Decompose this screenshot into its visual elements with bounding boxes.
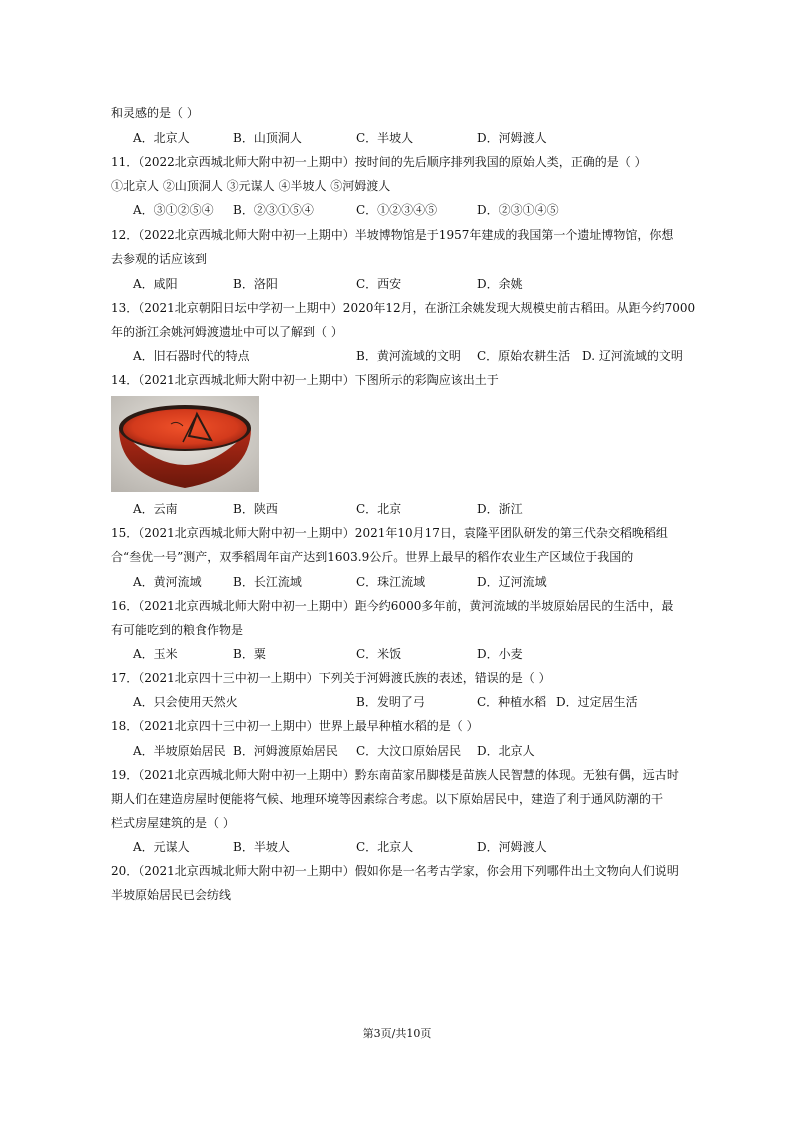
q16-option-a: A．玉米: [133, 647, 178, 661]
q12-stem-line2: 去参观的话应该到: [111, 252, 208, 266]
q16-option-d: D．小麦: [477, 647, 523, 661]
painted-pottery-bowl-image: [111, 396, 259, 492]
q17-option-a: A．只会使用天然火: [133, 695, 238, 709]
q15-option-a: A．黄河流域: [133, 575, 202, 589]
q10-option-d: D．河姆渡人: [477, 131, 547, 145]
q18-option-d: D．北京人: [477, 744, 535, 758]
q20-stem-line1: 20．（2021北京西城北师大附中初一上期中）假如你是一名考古学家，你会用下列哪件出土文物向人们说明: [111, 864, 679, 878]
q12-option-c: C．西安: [356, 277, 402, 291]
q12-option-a: A．咸阳: [133, 277, 178, 291]
q11-option-c: C．①②③④⑤: [356, 203, 438, 217]
q19-option-a: A．元谋人: [133, 840, 190, 854]
q11-option-d: D．②③①④⑤: [477, 203, 559, 217]
q19-stem-line3: 栏式房屋建筑的是（ ）: [111, 816, 235, 830]
q15-option-b: B．长江流域: [233, 575, 302, 589]
q15-stem-line1: 15．（2021北京西城北师大附中初一上期中）2021年10月17日，袁隆平团队研发的第三代杂交稻晚稻组: [111, 526, 668, 540]
q15-option-d: D．辽河流域: [477, 575, 547, 589]
q11-stem: 11．（2022北京西城北师大附中初一上期中）按时间的先后顺序排列我国的原始人类，正确的是（ ）: [111, 155, 647, 169]
q13-option-b: B．黄河流域的文明: [356, 349, 461, 363]
q19-option-b: B．半坡人: [233, 840, 290, 854]
q19-stem-line1: 19．（2021北京西城北师大附中初一上期中）黔东南苗家吊脚楼是苗族人民智慧的体现。无独有偶，远古时: [111, 768, 679, 782]
q19-stem-line2: 期人们在建造房屋时便能将气候、地理环境等因素综合考虑。以下原始居民中，建造了利于通风防潮的干: [111, 792, 664, 806]
q18-stem: 18．（2021北京四十三中初一上期中）世界上最早种植水稻的是（ ）: [111, 719, 479, 733]
q10-option-b: B．山顶洞人: [233, 131, 302, 145]
q12-option-d: D．余姚: [477, 277, 523, 291]
q14-option-b: B．陕西: [233, 502, 278, 516]
q10-stem-continuation: 和灵感的是（ ）: [111, 106, 199, 120]
q17-option-b: B．发明了弓: [356, 695, 425, 709]
q15-option-c: C．珠江流域: [356, 575, 426, 589]
pottery-bowl-photo: [111, 396, 259, 492]
page-number-footer: 第3页/共10页: [362, 1027, 432, 1040]
q13-option-d: D. 辽河流域的文明: [582, 349, 683, 363]
q10-option-a: A．北京人: [133, 131, 190, 145]
q11-option-b: B．②③①⑤④: [233, 203, 314, 217]
q15-stem-line2: 合“叁优一号”测产，双季稻周年亩产达到1603.9公斤。世界上最早的稻作农业生产区域位于我国的: [111, 550, 634, 564]
q13-option-c: C．原始农耕生活: [477, 349, 571, 363]
q11-option-a: A．③①②⑤④: [133, 203, 214, 217]
q14-option-a: A．云南: [133, 502, 178, 516]
q13-option-a: A．旧石器时代的特点: [133, 349, 250, 363]
q14-stem: 14．（2021北京西城北师大附中初一上期中）下图所示的彩陶应该出土于: [111, 373, 499, 387]
q16-option-b: B．粟: [233, 647, 266, 661]
q10-option-c: C．半坡人: [356, 131, 414, 145]
q18-option-b: B．河姆渡原始居民: [233, 744, 338, 758]
q16-option-c: C．米饭: [356, 647, 402, 661]
q13-stem-line1: 13．（2021北京朝阳日坛中学初一上期中）2020年12月，在浙江余姚发现大规模史前古稻田。从距今约7000: [111, 301, 696, 315]
q12-option-b: B．洛阳: [233, 277, 278, 291]
q18-option-a: A．半坡原始居民: [133, 744, 226, 758]
q17-option-c: C．种植水稻: [477, 695, 547, 709]
q16-stem-line1: 16．（2021北京西城北师大附中初一上期中）距今约6000多年前，黄河流域的半坡原始居民的生活中，最: [111, 599, 674, 613]
q14-option-d: D．浙江: [477, 502, 523, 516]
q11-items: ①北京人 ②山顶洞人 ③元谋人 ④半坡人 ⑤河姆渡人: [111, 179, 391, 193]
q12-stem-line1: 12．（2022北京西城北师大附中初一上期中）半坡博物馆是于1957年建成的我国第一个遗址博物馆，你想: [111, 228, 674, 242]
q19-option-c: C．北京人: [356, 840, 414, 854]
q17-option-d: D．过定居生活: [556, 695, 638, 709]
q14-option-c: C．北京: [356, 502, 402, 516]
q13-stem-line2: 年的浙江余姚河姆渡遗址中可以了解到（ ）: [111, 325, 343, 339]
q19-option-d: D．河姆渡人: [477, 840, 547, 854]
q18-option-c: C．大汶口原始居民: [356, 744, 462, 758]
q20-stem-line2: 半坡原始居民已会纺线: [111, 888, 232, 902]
q16-stem-line2: 有可能吃到的粮食作物是: [111, 623, 244, 637]
q17-stem: 17．（2021北京四十三中初一上期中）下列关于河姆渡氏族的表述，错误的是（ ）: [111, 671, 551, 685]
